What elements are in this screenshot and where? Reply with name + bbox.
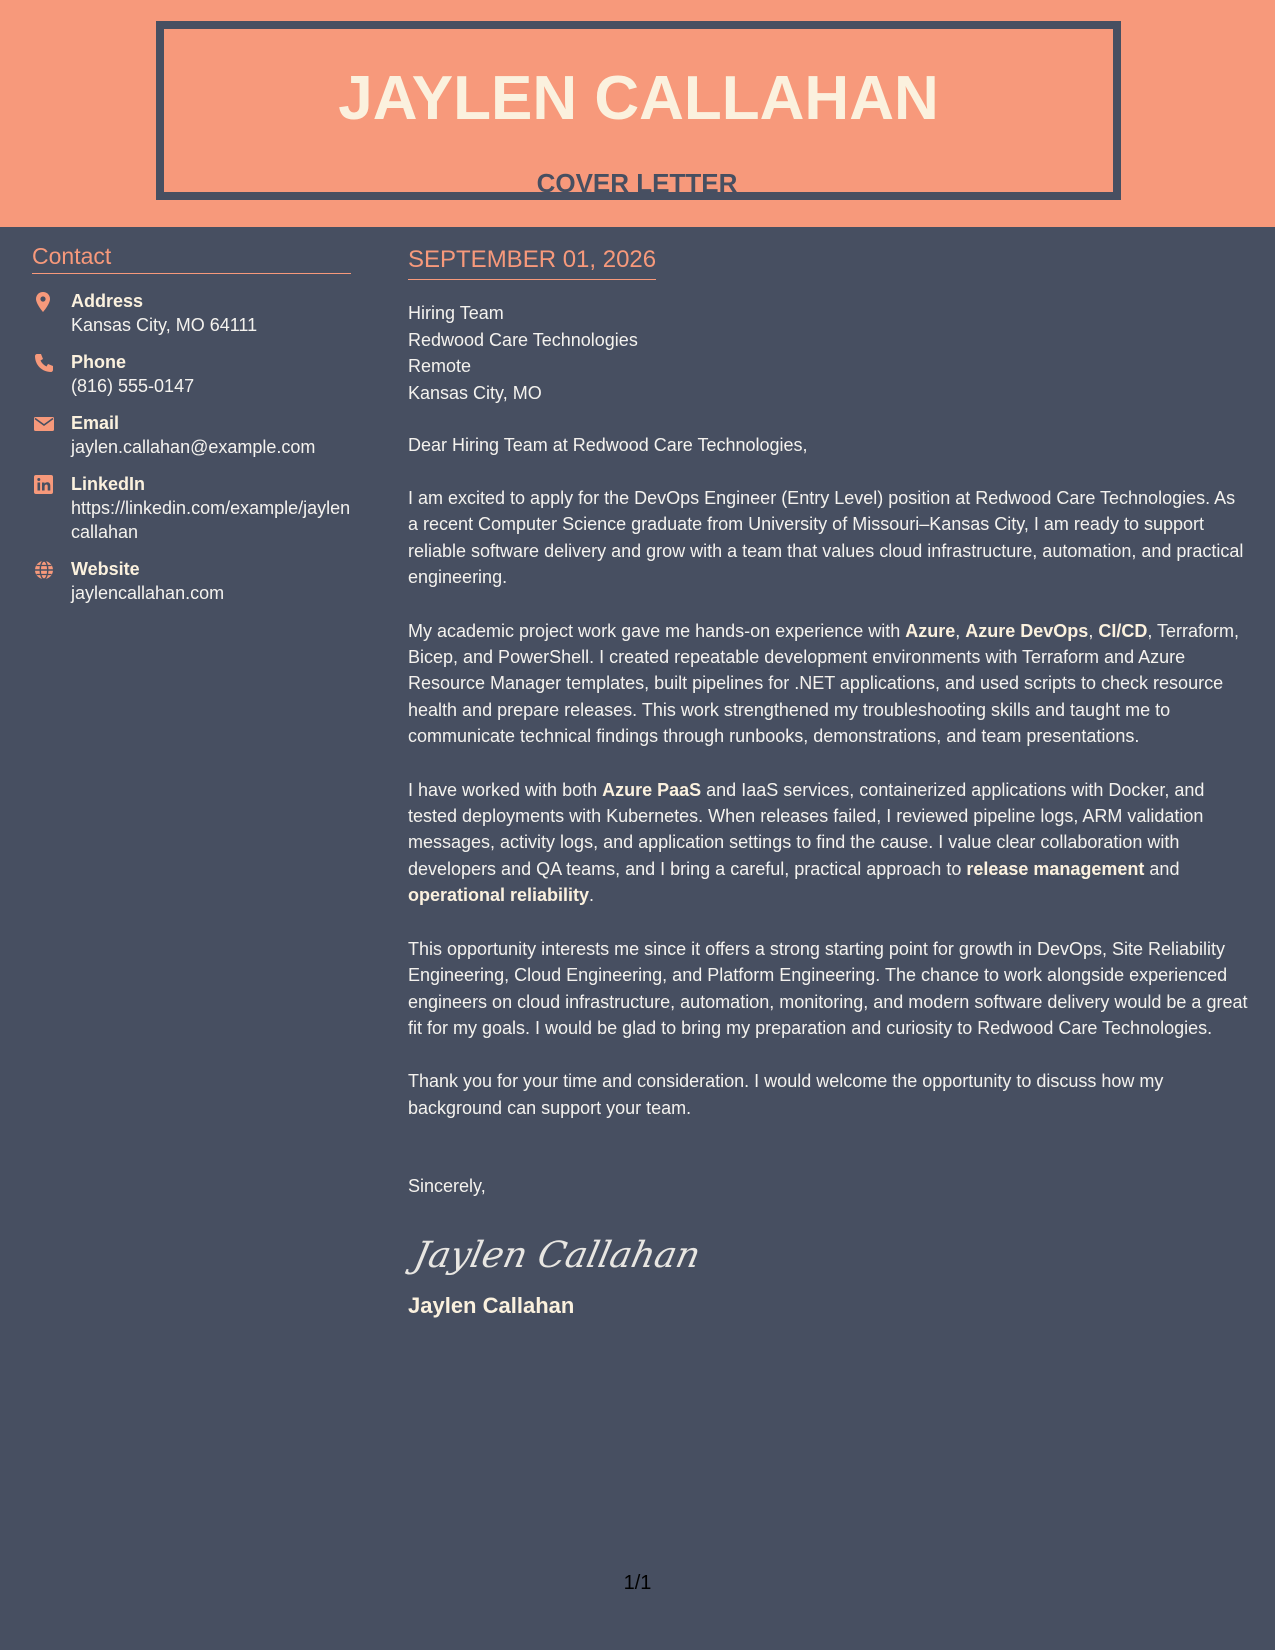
paragraph-text: and IaaS services, containerized applications with Docker, and tested deployments with Kubernetes. When releases failed, I reviewed pipeline logs, ARM validation messages, activity logs, and application settings to find the cause. I value clear collaboration with developers and QA teams, and I bring a careful, practical approach to <box>408 779 1205 879</box>
letter-paragraph <box>408 618 1248 750</box>
letter-body <box>408 244 1248 1321</box>
letter-paragraph <box>408 777 1248 909</box>
closing: Sincerely, <box>408 1176 486 1197</box>
contact-address <box>32 289 351 337</box>
signature <box>408 1221 1248 1285</box>
signer-name: Jaylen Callahan <box>408 1293 575 1319</box>
emphasized-text: Azure PaaS <box>602 779 702 800</box>
paragraph-text: I have worked with both <box>408 779 603 800</box>
paragraph-text: , <box>955 620 966 641</box>
applicant-name: JAYLEN CALLAHAN <box>338 64 939 133</box>
paragraph-text: I am excited to apply for the DevOps Engineer (Entry Level) position at Redwood Care Technologies. As a recent Computer Science graduate from University of Missouri–Kansas City, I am ready to support reliable software delivery and grow with a team that values cloud infrastructure, automation, and practical engineering. <box>408 488 1244 588</box>
contact-linkedin <box>32 472 351 544</box>
linkedin-icon <box>34 475 54 495</box>
email-link[interactable]: jaylen.callahan@example.com <box>71 437 316 457</box>
contact-label: LinkedIn <box>71 474 146 494</box>
envelope-icon <box>34 414 54 434</box>
signature-image <box>408 1221 705 1285</box>
header-banner <box>0 0 1275 227</box>
letter-paragraph <box>408 1068 1248 1121</box>
contact-website <box>32 557 351 605</box>
emphasized-text: Azure <box>905 620 956 641</box>
paragraph-text: , <box>1088 620 1099 641</box>
contact-label: Phone <box>71 352 127 372</box>
paragraph-text: My academic project work gave me hands-on experience with <box>408 620 906 641</box>
contact-heading: Contact <box>32 240 351 274</box>
globe-icon <box>34 560 54 580</box>
emphasized-text: Azure DevOps <box>965 620 1089 641</box>
paragraph-text: Thank you for your time and consideration. I would welcome the opportunity to discuss how my background can support your team. <box>408 1071 1164 1118</box>
contact-email <box>32 411 351 459</box>
contact-value: (816) 555-0147 <box>71 376 195 396</box>
recipient-line: Remote <box>408 356 472 376</box>
page-number: 1/1 <box>623 1572 652 1594</box>
paragraph-text: This opportunity interests me since it offers a strong starting point for growth in DevOps, Site Reliability Engineering, Cloud Engineering, and Platform Engineering. The chance to work alongside experienced engineers on cloud infrastructure, automation, monitoring, and modern software delivery would be a great fit for my goals. I would be glad to bring my preparation and curiosity to Redwood Care Technologies. <box>408 938 1248 1038</box>
contact-phone <box>32 350 351 398</box>
map-pin-icon <box>34 292 54 312</box>
recipient-line: Hiring Team <box>408 303 504 323</box>
signature-text: Jaylen Callahan <box>410 1233 705 1277</box>
website-link[interactable]: jaylencallahan.com <box>71 583 225 603</box>
letter-paragraphs <box>408 485 1248 1121</box>
emphasized-text: release management <box>966 858 1145 879</box>
contact-label: Email <box>71 413 120 433</box>
paragraph-text: , Terraform, Bicep, and PowerShell. I created repeatable development environments with Terraform and Azure Resource Manager templates, built pipelines for .NET applications, and used scripts to check resource health and prepare releases. This work strengthened my troubleshooting skills and taught me to communicate technical findings through runbooks, demonstrations, and team presentations. <box>408 620 1240 747</box>
linkedin-link[interactable]: https://linkedin.com/example/jaylencallahan <box>71 498 351 542</box>
contact-sidebar <box>32 240 351 605</box>
document-subtitle: COVER LETTER <box>536 168 738 198</box>
emphasized-text: operational reliability <box>408 885 590 906</box>
paragraph-text: and <box>1144 858 1180 879</box>
contact-label: Address <box>71 291 144 311</box>
contact-label: Website <box>71 559 140 579</box>
letter-date: SEPTEMBER 01, 2026 <box>408 244 656 280</box>
letter-paragraph <box>408 936 1248 1042</box>
salutation: Dear Hiring Team at Redwood Care Technologies, <box>408 435 808 455</box>
contact-value: Kansas City, MO 64111 <box>71 315 258 335</box>
emphasized-text: CI/CD <box>1098 620 1148 641</box>
phone-icon <box>34 353 54 373</box>
recipient-line: Kansas City, MO <box>408 382 542 403</box>
recipient-block <box>408 300 1248 406</box>
recipient-line: Redwood Care Technologies <box>408 329 638 350</box>
paragraph-text: . <box>589 885 595 906</box>
letter-paragraph <box>408 485 1248 591</box>
